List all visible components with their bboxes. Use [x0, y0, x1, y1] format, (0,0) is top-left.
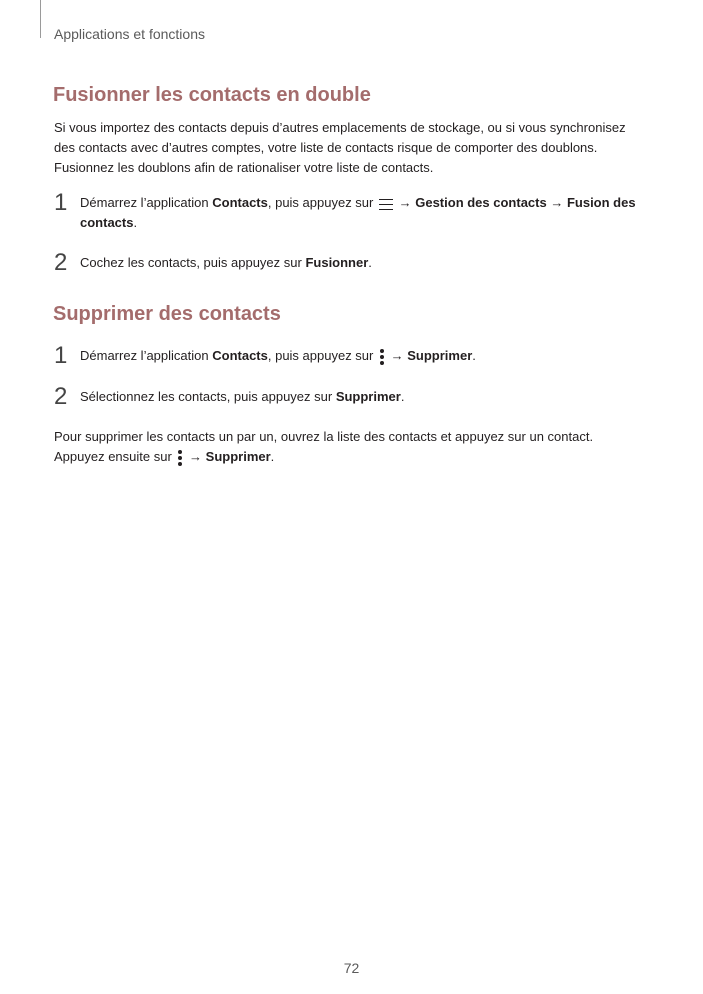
menu-lines-icon: [379, 198, 393, 210]
merge-description: Si vous importez des contacts depuis d’autres emplacements de stockage, ou si vous synchronisez des contacts avec d’autres comptes, votre liste de contacts risque de comporter des doublons. Fusionnez les doublons afin de rationaliser votre liste de contacts.: [54, 120, 626, 175]
more-options-icon: [177, 450, 183, 466]
step-number: 1: [54, 342, 68, 369]
step-text: Démarrez l’application Contacts, puis appuyez sur → Gestion des contacts → Fusion des contacts.: [80, 195, 636, 230]
running-header: Applications et fonctions: [54, 26, 205, 42]
section-title-merge: Fusionner les contacts en double: [53, 84, 371, 106]
step-number: 1: [54, 189, 68, 216]
more-options-icon: [379, 349, 385, 365]
step-number: 2: [54, 383, 68, 410]
delete-note: Pour supprimer les contacts un par un, ouvrez la liste des contacts et appuyez sur un contact. Appuyez ensuite sur → Supprimer.: [54, 429, 594, 464]
step-number: 2: [54, 249, 68, 276]
margin-rule: [40, 0, 41, 38]
step-text: Cochez les contacts, puis appuyez sur Fusionner.: [80, 255, 372, 270]
section-title-delete: Supprimer des contacts: [53, 303, 281, 325]
step-text: Démarrez l’application Contacts, puis appuyez sur → Supprimer.: [80, 348, 476, 363]
page-number: 72: [343, 960, 360, 976]
step-text: Sélectionnez les contacts, puis appuyez sur Supprimer.: [80, 389, 405, 404]
